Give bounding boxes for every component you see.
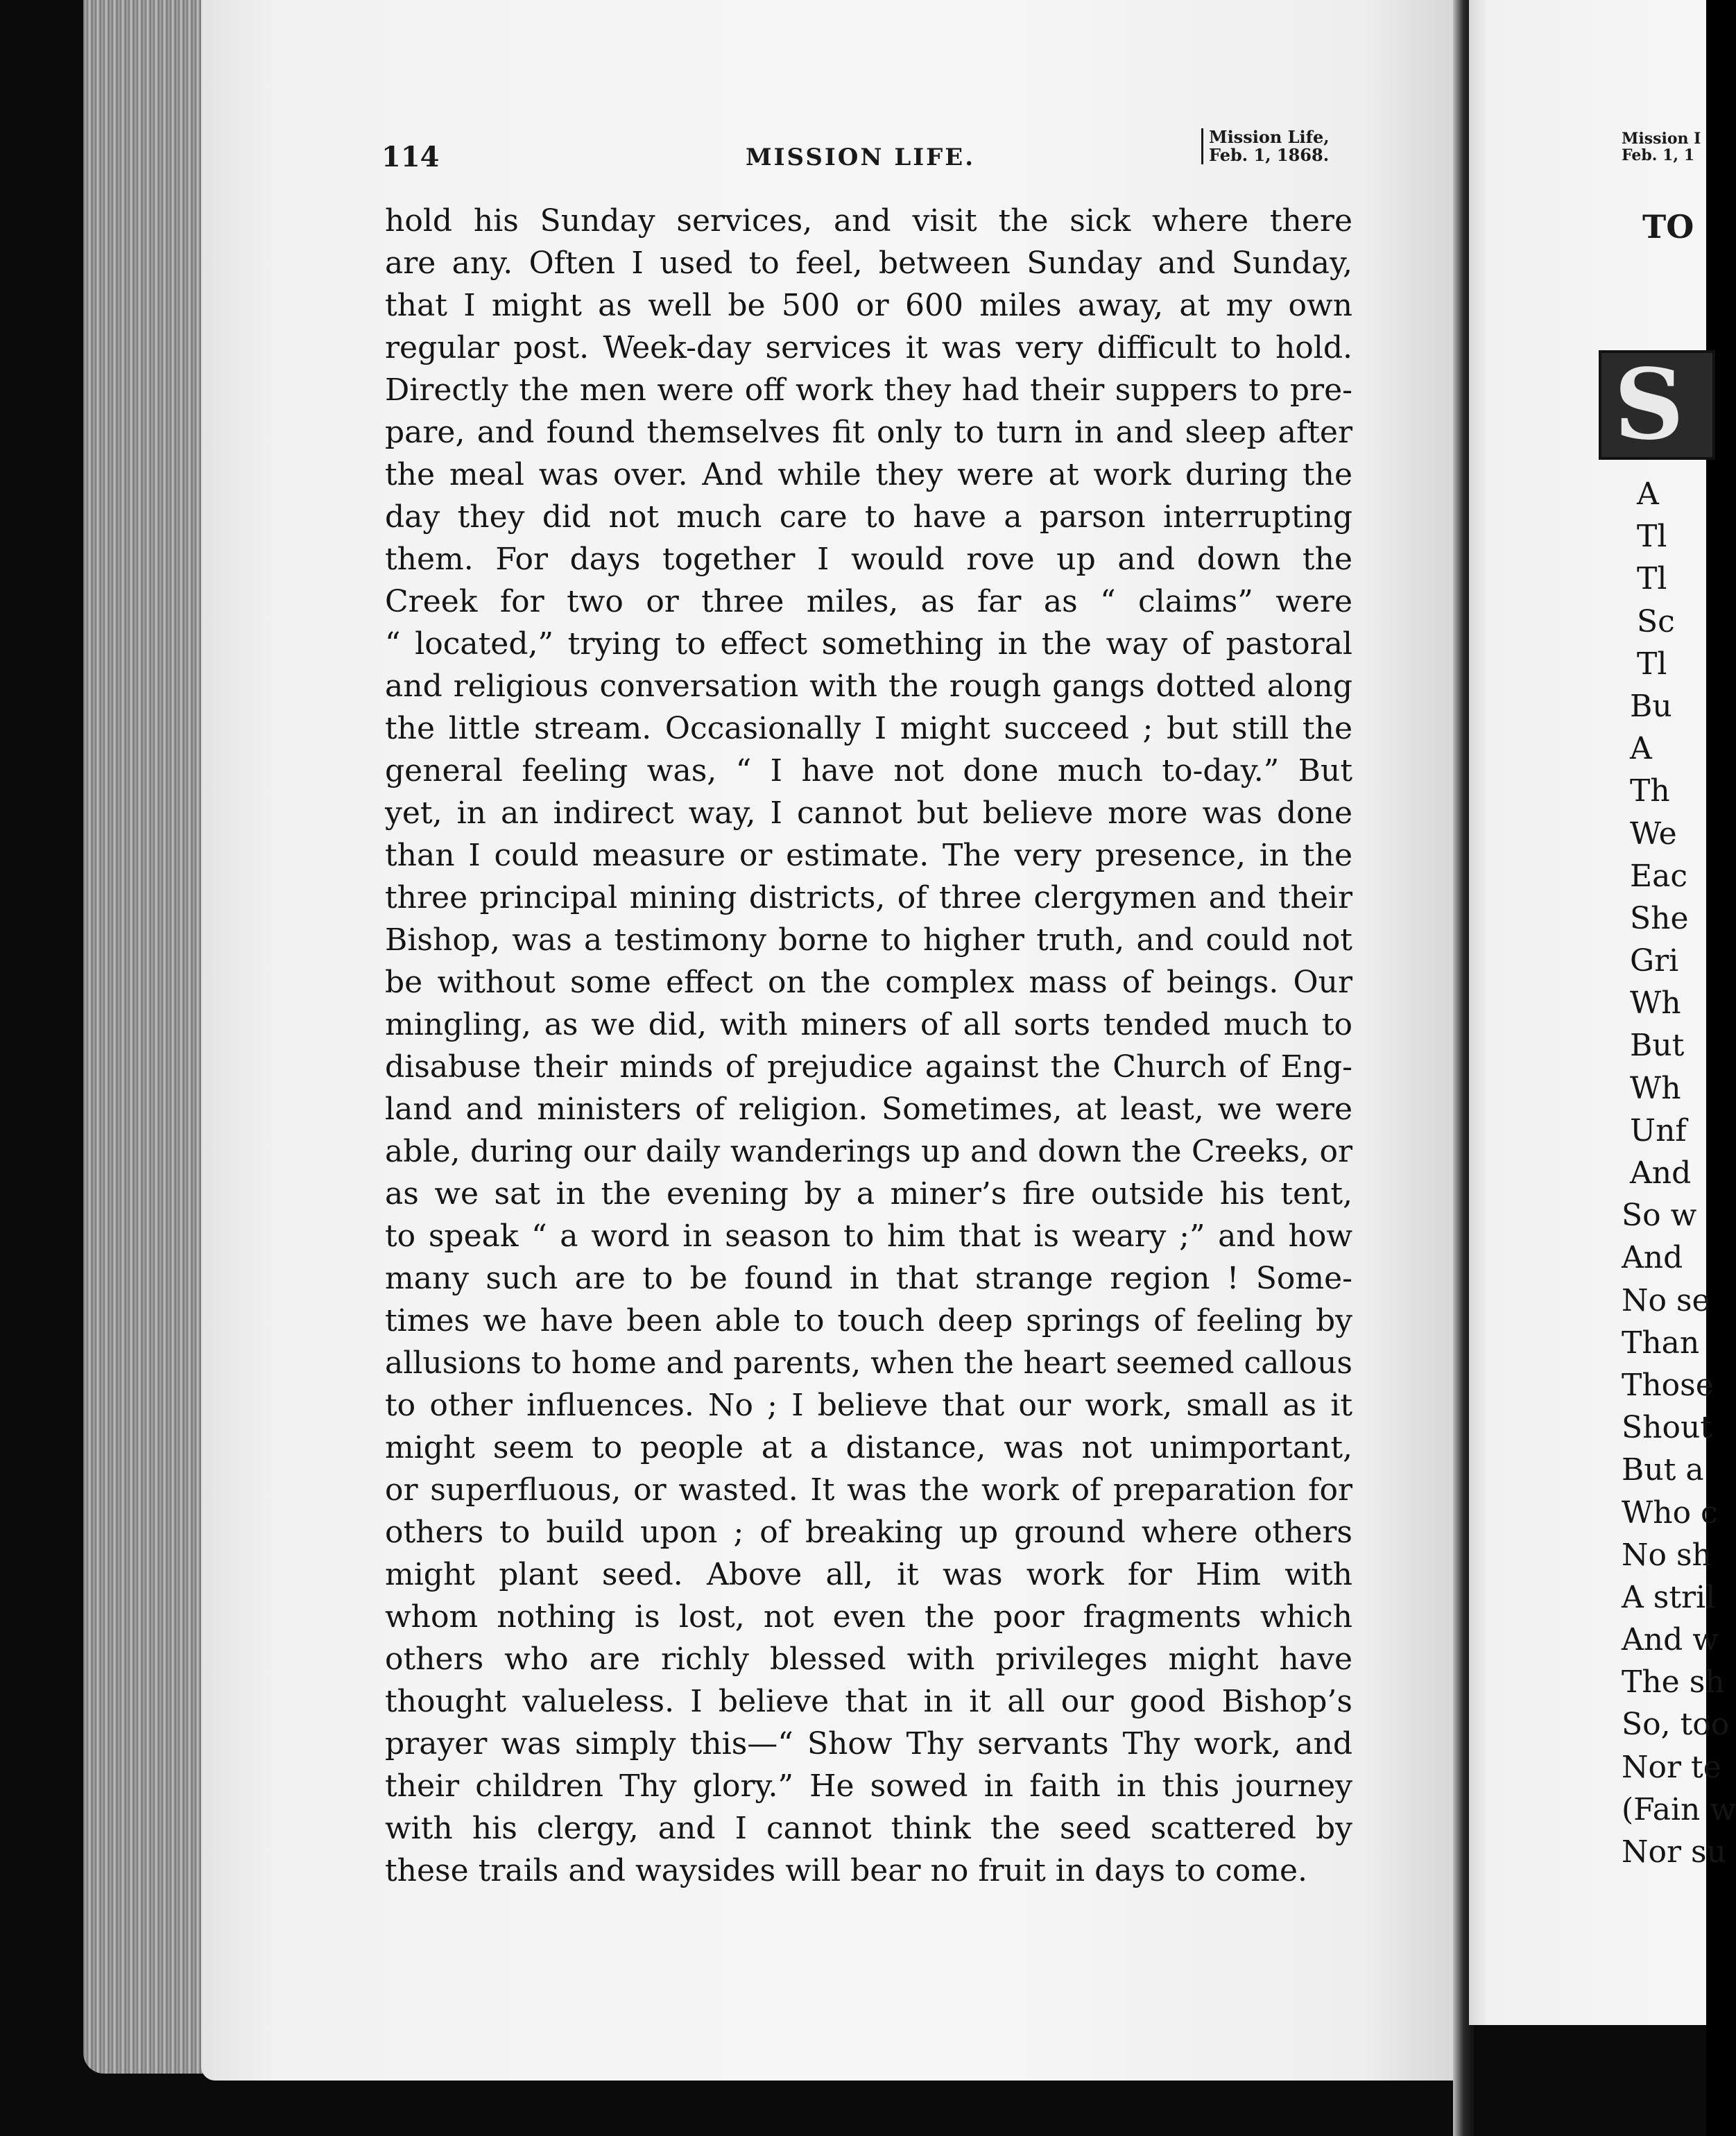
poem-line: But a [1622,1452,1704,1488]
poem-line: Nor su [1622,1834,1726,1870]
text-line: thought valueless. I believe that in it all our good Bishop’s [385,1684,1352,1719]
text-line: them. For days together I would rove up and down the [385,542,1352,577]
poem-line: Gri [1630,943,1679,979]
text-line: might plant seed. Above all, it was work for Him with [385,1557,1352,1592]
right-page-running-head [1622,130,1701,164]
page-number: 114 [381,141,440,173]
text-line: hold his Sunday services, and visit the sick where there [385,203,1352,239]
text-line: the little stream. Occasionally I might succeed ; but still the [385,711,1352,746]
text-line: pare, and found themselves fit only to turn in and sleep after [385,415,1352,450]
text-line: Creek for two or three miles, as far as “ claims” were [385,584,1352,619]
text-line: might seem to people at a distance, was not unimportant, [385,1430,1352,1465]
text-line: or superfluous, or wasted. It was the work of preparation for [385,1472,1352,1508]
poem-line: Unf [1630,1112,1687,1148]
poem-line: Tl [1637,519,1667,555]
text-line: be without some effect on the complex mass of beings. Our [385,965,1352,1000]
poem-line: Tl [1637,561,1667,597]
text-line: these trails and waysides will bear no fruit in days to come. [385,1853,1308,1888]
text-line: allusions to home and parents, when the heart seemed callous [385,1345,1352,1381]
text-line: general feeling was, “ I have not done much to-day.” But [385,753,1352,789]
text-line: day they did not much care to have a parson interrupting [385,499,1352,535]
drop-cap-letter: S [1614,348,1685,462]
issue-date-line-1: Mission Life, [1209,127,1330,147]
text-line: whom nothing is lost, not even the poor fragments which [385,1599,1352,1635]
text-line: that I might as well be 500 or 600 miles away, at my own [385,288,1352,323]
right-page-poem-lines [1622,473,1736,1873]
poem-line: The sh [1622,1664,1725,1700]
poem-line: Than [1622,1325,1700,1361]
text-line: mingling, as we did, with miners of all sorts tended much to [385,1007,1352,1042]
text-line: as we sat in the evening by a miner’s fire outside his tent, [385,1176,1352,1212]
right-page-header-line-1: Mission I [1622,130,1701,148]
text-line: others who are richly blessed with privileges might have [385,1642,1352,1677]
poem-line: Bu [1630,688,1672,724]
text-line: “ located,” trying to effect something in the way of pastoral [385,626,1352,662]
poem-line: Shout [1622,1410,1712,1446]
poem-line: And [1622,1240,1683,1276]
text-line: to speak “ a word in season to him that is weary ;” and how [385,1218,1352,1254]
poem-line: Tl [1637,646,1667,682]
text-line: many such are to be found in that strange region ! Some- [385,1261,1352,1296]
issue-date [1201,128,1330,164]
poem-line: So, too [1622,1707,1730,1743]
text-line: times we have been able to touch deep springs of feeling by [385,1303,1352,1338]
poem-line: We [1630,816,1677,852]
poem-line: But [1630,1028,1685,1064]
body-text [385,200,1352,1892]
text-line: than I could measure or estimate. The very presence, in the [385,838,1352,873]
poem-line: Eac [1630,858,1687,894]
text-line: prayer was simply this—“ Show Thy servants Thy work, and [385,1726,1352,1762]
poem-line: And [1630,1155,1692,1191]
ornamental-drop-cap [1599,350,1715,460]
poem-line: And w [1622,1622,1719,1658]
journal-title: MISSION LIFE. [746,144,976,171]
poem-line: Nor te [1622,1749,1721,1785]
poem-line: Th [1630,773,1670,809]
text-line: regular post. Week-day services it was very difficult to hold. [385,330,1352,365]
text-line: are any. Often I used to feel, between Sunday and Sunday, [385,246,1352,281]
text-line: with his clergy, and I cannot think the seed scattered by [385,1811,1352,1846]
poem-line: Wh [1630,1070,1681,1106]
poem-line: (Fain w [1622,1791,1736,1827]
text-line: Bishop, was a testimony borne to higher truth, and could not [385,922,1352,958]
poem-line: A [1630,731,1652,767]
poem-line: Those [1622,1367,1714,1403]
text-line: the meal was over. And while they were at work during the [385,457,1352,492]
poem-line: No se [1622,1282,1710,1318]
text-line: others to build upon ; of breaking up ground where others [385,1515,1352,1550]
text-line: to other influences. No ; I believe that our work, small as it [385,1388,1352,1423]
text-line: yet, in an indirect way, I cannot but believe more was done [385,795,1352,831]
text-line: disabuse their minds of prejudice against the Church of Eng- [385,1049,1352,1085]
text-line: their children Thy glory.” He sowed in faith in this journey [385,1768,1352,1804]
text-line: three principal mining districts, of three clergymen and their [385,880,1352,915]
running-head [375,128,1352,177]
poem-line: So w [1622,1198,1697,1234]
text-line: land and ministers of religion. Sometimes, at least, we were [385,1092,1352,1127]
poem-line: Wh [1630,985,1681,1022]
poem-line: No sh [1622,1537,1712,1573]
poem-line: A stril [1622,1579,1716,1615]
poem-line: A [1637,476,1659,512]
poem-line: Sc [1637,603,1675,639]
right-page-heading: TO [1642,208,1694,246]
right-page-header-line-2: Feb. 1, 1 [1622,146,1695,164]
issue-date-line-2: Feb. 1, 1868. [1209,145,1330,165]
text-line: Directly the men were off work they had their suppers to pre- [385,372,1352,408]
text-line: and religious conversation with the rough gangs dotted along [385,669,1352,704]
poem-line: Who c [1622,1495,1718,1531]
poem-line: She [1630,900,1689,936]
text-line: able, during our daily wanderings up and down the Creeks, or [385,1134,1352,1169]
